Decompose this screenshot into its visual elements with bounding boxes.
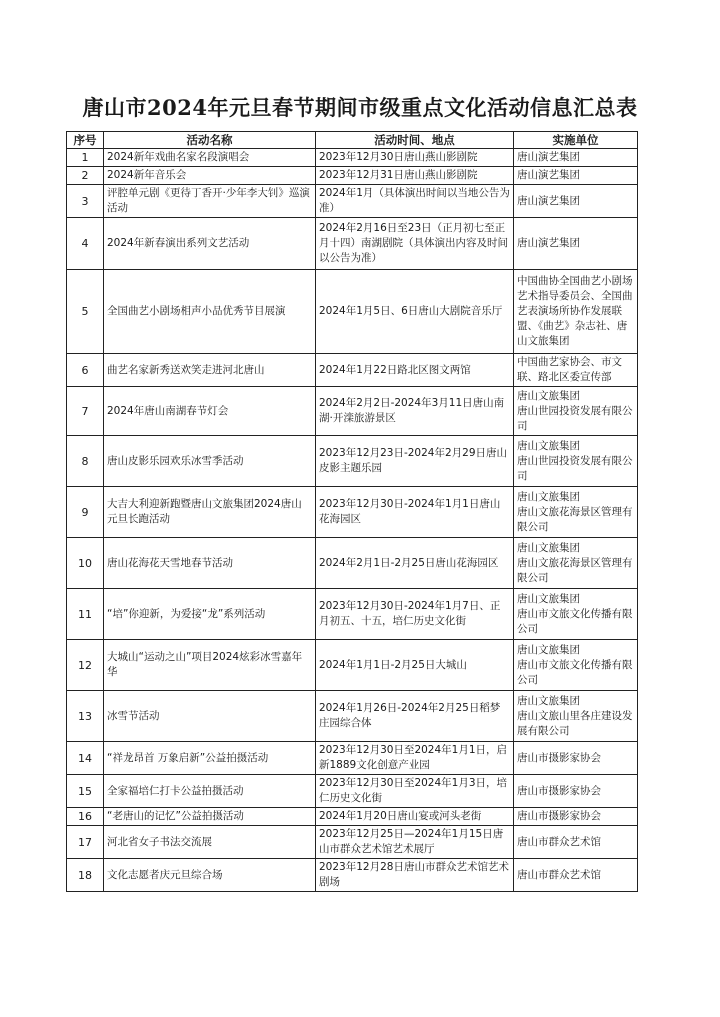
row-organizer: 唐山演艺集团 — [514, 218, 638, 270]
row-time-place: 2024年2月2日-2024年3月11日唐山南湖·开滦旅游景区 — [316, 387, 514, 436]
row-time-place: 2023年12月28日唐山市群众艺术馆艺术剧场 — [316, 859, 514, 892]
table-row — [67, 436, 638, 487]
row-index: 17 — [67, 826, 104, 859]
row-time-place: 2024年1月5日、6日唐山大剧院音乐厅 — [316, 270, 514, 354]
events-table — [66, 131, 638, 892]
row-time-place: 2024年2月16日至23日（正月初七至正月十四）南湖剧院（具体演出内容及时间以公告为准） — [316, 218, 514, 270]
row-activity-name: 大吉大利迎新跑暨唐山文旅集团2024唐山元旦长跑活动 — [104, 487, 316, 538]
row-organizer: 中国曲协全国曲艺小剧场艺术指导委员会、全国曲艺表演场所协作发展联盟、《曲艺》杂志社、唐山文旅集团 — [514, 270, 638, 354]
row-activity-name: “培”你迎新，为爱接“龙”系列活动 — [104, 589, 316, 640]
table-row — [67, 808, 638, 826]
row-organizer: 唐山演艺集团 — [514, 167, 638, 185]
row-time-place: 2023年12月30日至2024年1月1日，启新1889文化创意产业园 — [316, 742, 514, 775]
row-time-place: 2024年1月26日-2024年2月25日稻梦庄园综合体 — [316, 691, 514, 742]
row-time-place: 2023年12月30日-2024年1月7日、正月初五、十五，培仁历史文化街 — [316, 589, 514, 640]
table-row — [67, 742, 638, 775]
row-activity-name: 评腔单元剧《更待丁香开·少年李大钊》巡演活动 — [104, 185, 316, 218]
table-row — [67, 387, 638, 436]
row-activity-name: 全国曲艺小剧场相声小品优秀节目展演 — [104, 270, 316, 354]
row-activity-name: 大城山“运动之山”项目2024炫彩冰雪嘉年华 — [104, 640, 316, 691]
row-time-place: 2023年12月30日至2024年1月3日，培仁历史文化街 — [316, 775, 514, 808]
row-organizer: 唐山市群众艺术馆 — [514, 826, 638, 859]
row-organizer: 唐山市摄影家协会 — [514, 742, 638, 775]
row-time-place: 2023年12月30日唐山燕山影剧院 — [316, 149, 514, 167]
row-index: 8 — [67, 436, 104, 487]
row-index: 12 — [67, 640, 104, 691]
row-time-place: 2023年12月31日唐山燕山影剧院 — [316, 167, 514, 185]
row-index: 10 — [67, 538, 104, 589]
row-index: 6 — [67, 354, 104, 387]
row-index: 3 — [67, 185, 104, 218]
row-index: 1 — [67, 149, 104, 167]
table-row — [67, 354, 638, 387]
row-organizer: 唐山市摄影家协会 — [514, 808, 638, 826]
table-row — [67, 167, 638, 185]
row-organizer: 唐山文旅集团 唐山文旅花海景区管理有限公司 — [514, 487, 638, 538]
row-activity-name: 全家福培仁打卡公益拍摄活动 — [104, 775, 316, 808]
row-index: 11 — [67, 589, 104, 640]
table-row — [67, 218, 638, 270]
row-activity-name: 2024年新春演出系列文艺活动 — [104, 218, 316, 270]
row-activity-name: “祥龙昂首 万象启新”公益拍摄活动 — [104, 742, 316, 775]
row-activity-name: 文化志愿者庆元旦综合场 — [104, 859, 316, 892]
row-organizer: 中国曲艺家协会、市文联、路北区委宣传部 — [514, 354, 638, 387]
row-time-place: 2023年12月25日—2024年1月15日唐山市群众艺术馆艺术展厅 — [316, 826, 514, 859]
header-organizer: 实施单位 — [514, 132, 638, 149]
row-index: 15 — [67, 775, 104, 808]
table-row — [67, 149, 638, 167]
document-title: 唐山市2024年元旦春节期间市级重点文化活动信息汇总表 — [82, 95, 638, 120]
table-row — [67, 691, 638, 742]
row-index: 5 — [67, 270, 104, 354]
row-index: 13 — [67, 691, 104, 742]
row-time-place: 2024年1月（具体演出时间以当地公告为准） — [316, 185, 514, 218]
header-row — [67, 132, 638, 149]
row-time-place: 2024年1月1日-2月25日大城山 — [316, 640, 514, 691]
table-row — [67, 270, 638, 354]
row-index: 7 — [67, 387, 104, 436]
row-activity-name: 河北省女子书法交流展 — [104, 826, 316, 859]
table-row — [67, 185, 638, 218]
row-time-place: 2023年12月23日-2024年2月29日唐山皮影主题乐园 — [316, 436, 514, 487]
row-organizer: 唐山文旅集团 唐山市文旅文化传播有限公司 — [514, 640, 638, 691]
row-activity-name: 2024新年音乐会 — [104, 167, 316, 185]
table-row — [67, 487, 638, 538]
row-organizer: 唐山市摄影家协会 — [514, 775, 638, 808]
row-organizer: 唐山文旅集团 唐山世园投资发展有限公司 — [514, 387, 638, 436]
row-organizer: 唐山文旅集团 唐山市文旅文化传播有限公司 — [514, 589, 638, 640]
row-organizer: 唐山演艺集团 — [514, 185, 638, 218]
row-activity-name: 曲艺名家新秀送欢笑走进河北唐山 — [104, 354, 316, 387]
row-time-place: 2024年2月1日-2月25日唐山花海园区 — [316, 538, 514, 589]
table-row — [67, 775, 638, 808]
row-activity-name: 唐山花海花天雪地春节活动 — [104, 538, 316, 589]
row-time-place: 2024年1月22日路北区图文两馆 — [316, 354, 514, 387]
row-activity-name: 2024新年戏曲名家名段演唱会 — [104, 149, 316, 167]
row-time-place: 2024年1月20日唐山宴或河头老街 — [316, 808, 514, 826]
row-organizer: 唐山文旅集团 唐山文旅花海景区管理有限公司 — [514, 538, 638, 589]
row-index: 18 — [67, 859, 104, 892]
table-row — [67, 589, 638, 640]
table-row — [67, 826, 638, 859]
row-organizer: 唐山市群众艺术馆 — [514, 859, 638, 892]
header-time-place: 活动时间、地点 — [316, 132, 514, 149]
table-row — [67, 640, 638, 691]
header-activity-name: 活动名称 — [104, 132, 316, 149]
row-organizer: 唐山文旅集团 唐山世园投资发展有限公司 — [514, 436, 638, 487]
row-index: 2 — [67, 167, 104, 185]
row-activity-name: 冰雪节活动 — [104, 691, 316, 742]
row-activity-name: “老唐山的记忆”公益拍摄活动 — [104, 808, 316, 826]
row-organizer: 唐山文旅集团 唐山文旅山里各庄建设发展有限公司 — [514, 691, 638, 742]
row-time-place: 2023年12月30日-2024年1月1日唐山花海园区 — [316, 487, 514, 538]
row-index: 16 — [67, 808, 104, 826]
row-organizer: 唐山演艺集团 — [514, 149, 638, 167]
row-index: 4 — [67, 218, 104, 270]
row-index: 14 — [67, 742, 104, 775]
table-row — [67, 538, 638, 589]
header-index: 序号 — [67, 132, 104, 149]
table-row — [67, 859, 638, 892]
row-activity-name: 唐山皮影乐园欢乐冰雪季活动 — [104, 436, 316, 487]
row-activity-name: 2024年唐山南湖春节灯会 — [104, 387, 316, 436]
row-index: 9 — [67, 487, 104, 538]
